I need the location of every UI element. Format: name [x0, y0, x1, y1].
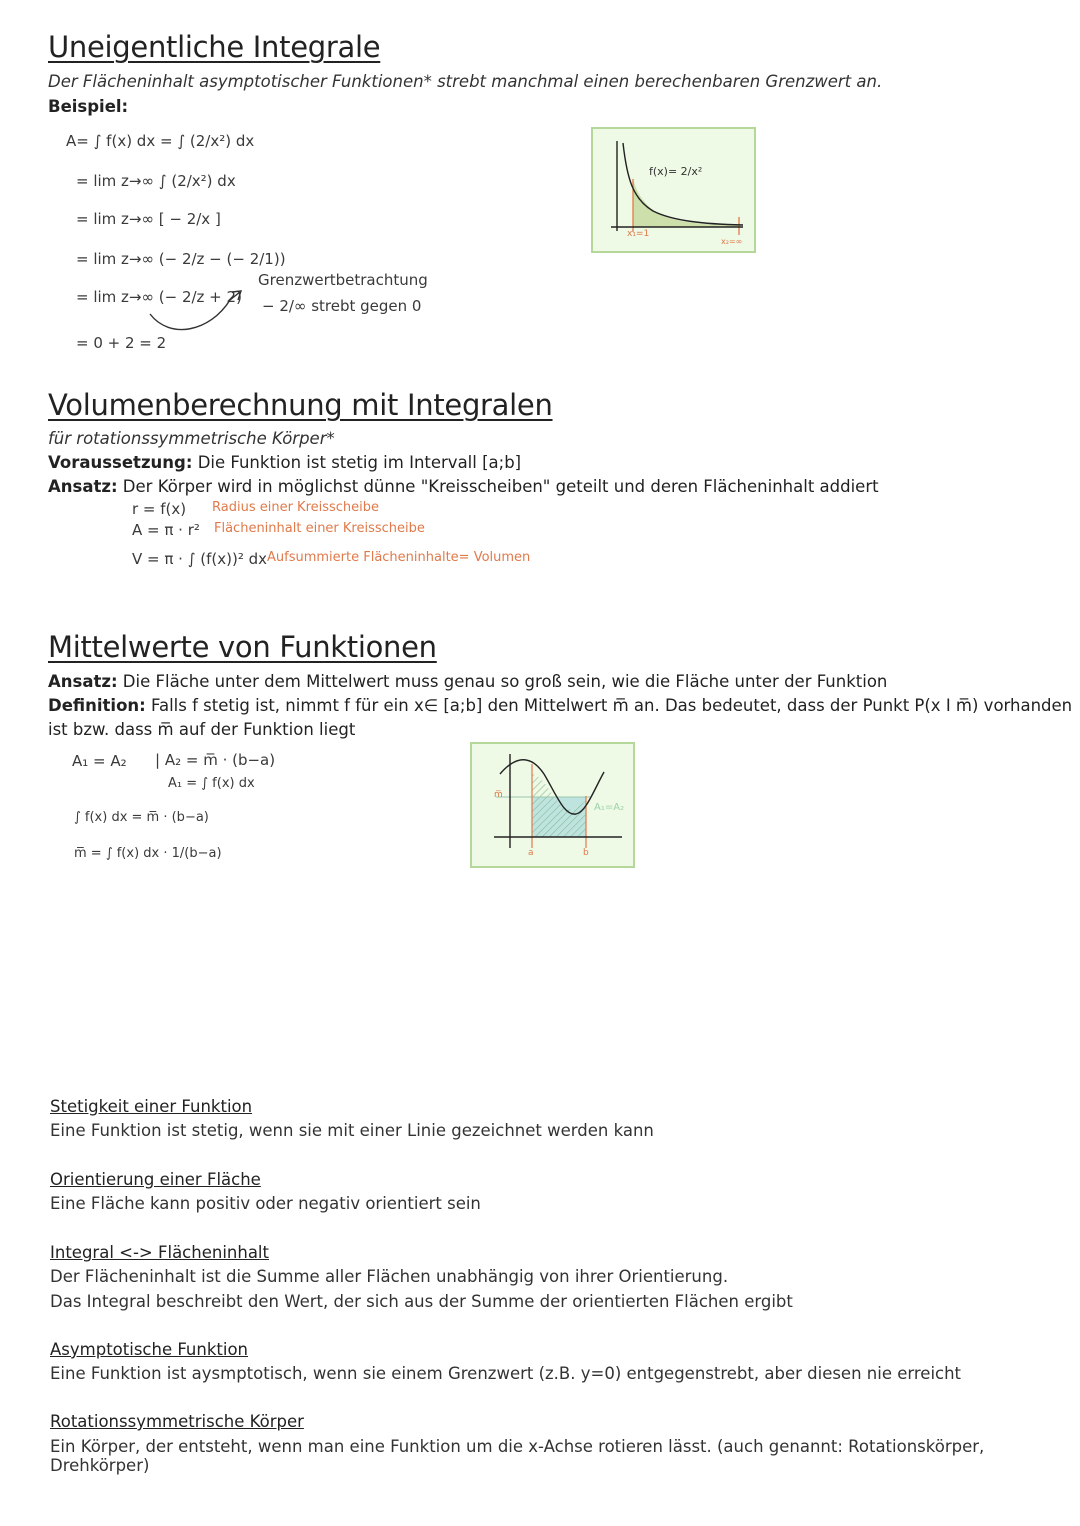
glossary-text: Eine Funktion ist stetig, wenn sie mit einer Linie gezeichnet werden kann: [50, 1121, 654, 1140]
definition-label: Definition:: [48, 696, 146, 715]
calc-step: A= ∫ f(x) dx = ∫ (2/x²) dx: [66, 132, 255, 150]
formula-volume-note: Aufsummierte Flächeninhalte= Volumen: [267, 550, 531, 565]
section3-title: Mittelwerte von Funktionen: [48, 630, 437, 664]
formula-area-note: Flächeninhalt einer Kreisscheibe: [214, 521, 425, 536]
glossary-term: Integral <-> Flächeninhalt: [50, 1243, 269, 1262]
mean-value-graph: [470, 742, 635, 868]
voraussetzung-label: Voraussetzung:: [48, 453, 193, 472]
limit-note-title: Grenzwertbetrachtung: [258, 271, 428, 289]
a-label: a: [528, 848, 534, 858]
ansatz-label: Ansatz:: [48, 477, 118, 496]
formula-radius-note: Radius einer Kreisscheibe: [212, 500, 380, 515]
x1-label: x₁=1: [627, 229, 650, 239]
calc-step: = lim z→∞ [ − 2/x ]: [76, 210, 221, 228]
glossary-term: Asymptotische Funktion: [50, 1340, 248, 1359]
mean-step: | A₂ = m̅ · (b−a): [155, 751, 276, 769]
section1-subtitle: Der Flächeninhalt asymptotischer Funktionen* strebt manchmal einen berechenbaren Grenzwert an.: [48, 72, 883, 91]
calc-step: = lim z→∞ ∫ (2/x²) dx: [76, 172, 236, 190]
definition-line-2: ist bzw. dass m̅ auf der Funktion liegt: [48, 720, 356, 739]
formula-volume: V = π · ∫ (f(x))² dx: [132, 550, 268, 568]
glossary-term: Orientierung einer Fläche: [50, 1170, 261, 1189]
calc-step: = lim z→∞ (− 2/z − (− 2/1)): [76, 250, 286, 268]
mittelwert-ansatz-line: [48, 672, 887, 691]
definition-line: [48, 696, 1072, 715]
area-equal-label: A₁=A₂: [594, 802, 625, 813]
glossary-term: Rotationssymmetrische Körper: [50, 1412, 304, 1431]
glossary-text: Eine Funktion ist aysmptotisch, wenn sie einem Grenzwert (z.B. y=0) entgegenstrebt, aber diesen nie erreicht: [50, 1364, 962, 1383]
glossary-text: Das Integral beschreibt den Wert, der sich aus der Summe der orientierten Flächen ergibt: [50, 1292, 793, 1311]
b-label: b: [583, 848, 589, 858]
ansatz-line: [48, 477, 879, 496]
section2-subtitle: für rotationssymmetrische Körper*: [48, 429, 335, 448]
section2-title: Volumenberechnung mit Integralen: [48, 388, 553, 422]
mean-step: A₁ = A₂: [72, 752, 127, 770]
function-label: f(x)= 2/x²: [649, 165, 703, 178]
calc-step: = lim z→∞ (− 2/z + 2): [76, 288, 242, 306]
glossary-text: Der Flächeninhalt ist die Summe aller Flächen unabhängig von ihrer Orientierung.: [50, 1267, 729, 1286]
mean-step: ∫ f(x) dx = m̅ · (b−a): [74, 810, 209, 825]
section1-title: Uneigentliche Integrale: [48, 30, 381, 64]
mean-step: m̅ = ∫ f(x) dx · 1/(b−a): [74, 846, 222, 861]
mittelwert-ansatz-text: Die Fläche unter dem Mittelwert muss genau so groß sein, wie die Fläche unter der Funktion: [117, 672, 888, 691]
glossary-text: Eine Fläche kann positiv oder negativ orientiert sein: [50, 1194, 481, 1213]
formula-area: A = π · r²: [132, 521, 200, 539]
mittelwert-ansatz-label: Ansatz:: [48, 672, 118, 691]
mean-label: m̅: [494, 790, 503, 800]
improper-integral-plot: [593, 129, 754, 251]
glossary-text: Ein Körper, der entsteht, wenn man eine Funktion um die x-Achse rotieren lässt. (auch genannt: Rotationskörper, Drehkörper): [50, 1437, 985, 1475]
definition-text: Falls f stetig ist, nimmt f für ein x∈ [a;b] den Mittelwert m̅ an. Das bedeutet, dass der Punkt P(x I m̅) vorhanden: [145, 696, 1073, 715]
x2-label: x₂=∞: [721, 237, 743, 246]
limit-note-text: − 2/∞ strebt gegen 0: [262, 297, 422, 315]
mean-step: A₁ = ∫ f(x) dx: [168, 776, 255, 791]
arrow-curve: [140, 280, 260, 340]
calc-step: = 0 + 2 = 2: [76, 334, 167, 352]
improper-integral-graph: [591, 127, 756, 253]
voraussetzung-text: Die Funktion ist stetig im Intervall [a;b]: [192, 453, 522, 472]
formula-radius: r = f(x): [132, 500, 187, 518]
voraussetzung-line: [48, 453, 521, 472]
example-label: Beispiel:: [48, 97, 129, 116]
ansatz-text: Der Körper wird in möglichst dünne "Kreisscheiben" geteilt und deren Flächeninhalt addiert: [117, 477, 879, 496]
glossary-term: Stetigkeit einer Funktion: [50, 1097, 253, 1116]
